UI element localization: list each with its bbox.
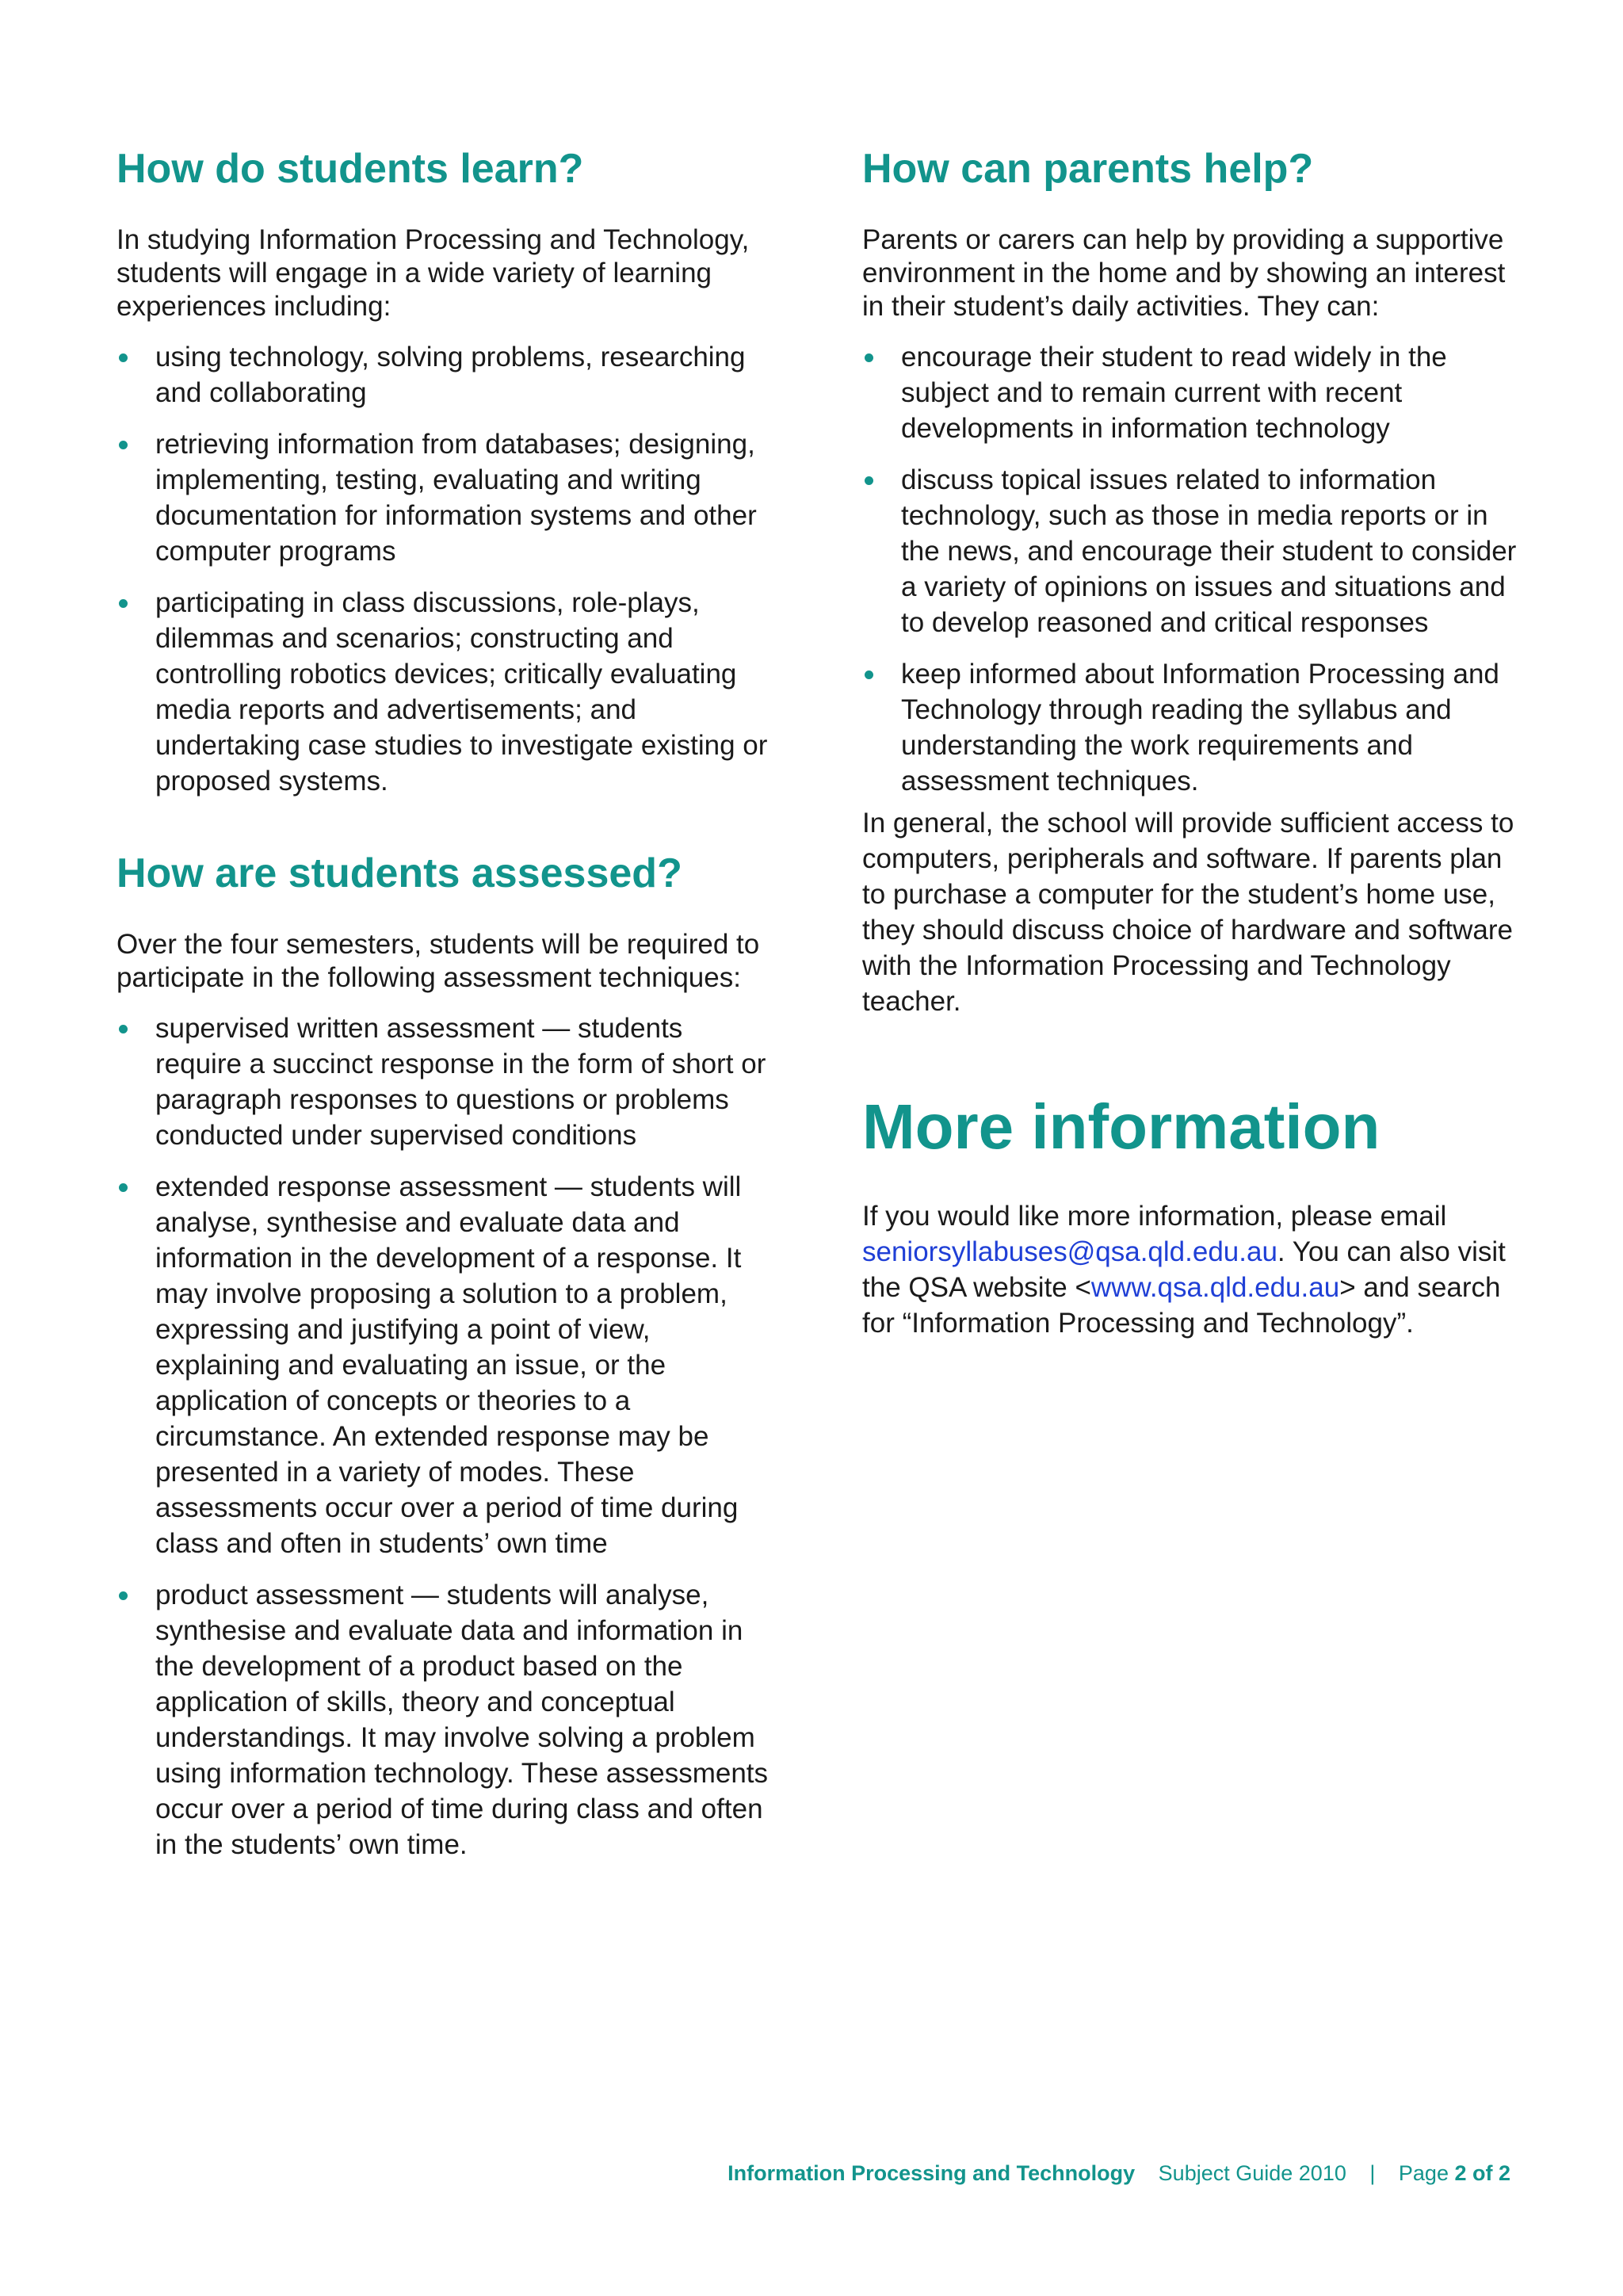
footer-separator: | (1369, 2161, 1376, 2185)
list-item-text: using technology, solving problems, researching and collaborating (155, 342, 746, 409)
list-item (116, 426, 774, 569)
list-item-text: participating in class discussions, role-plays, dilemmas and scenarios; constructing and controlling robotics devices; critically evaluating media reports and advertisements; and undertaking case studies to investigate existing or proposed systems. (155, 587, 768, 797)
bullet-icon (119, 1183, 128, 1192)
parents-list (862, 339, 1520, 799)
list-item (116, 1010, 774, 1153)
parents-intro: Parents or carers can help by providing a supportive environment in the home and by showing an interest in their student’s daily activities. They can: (862, 224, 1506, 323)
section-how-students-assessed (116, 851, 774, 1862)
parents-closing: In general, the school will provide sufficient access to computers, peripherals and software. If parents plan to purchase a computer for the student’s home use, they should discuss choice of hardware and software with the Information Processing and Technology teacher. (862, 808, 1514, 1018)
list-item-text: keep informed about Information Processing and Technology through reading the syllabus and understanding the work requirements and assessment techniques. (901, 659, 1499, 797)
list-item-text: discuss topical issues related to information technology, such as those in media reports or in the news, and encourage their student to consider a variety of opinions on issues and situations and to develop reasoned and critical responses (901, 464, 1517, 639)
list-item-text: retrieving information from databases; designing, implementing, testing, evaluating and writing documentation for information systems and other computer programs (155, 429, 757, 567)
page-footer (727, 2161, 1510, 2186)
list-item (116, 1577, 774, 1862)
more-text-part-3: > and search for “Information Processing and Technology”. (862, 1272, 1501, 1339)
list-item (862, 462, 1520, 640)
more-text-part-1: If you would like more information, please email (862, 1201, 1447, 1232)
left-column (116, 147, 774, 1878)
footer-page-label: Page (1398, 2161, 1455, 2185)
bullet-icon (865, 476, 873, 485)
section-how-parents-help (862, 147, 1520, 1019)
list-item-text: supervised written assessment — students require a succinct response in the form of short or paragraph responses to questions or problems conducted under supervised conditions (155, 1013, 766, 1152)
list-item (116, 339, 774, 411)
learn-list (116, 339, 774, 799)
list-item-text: encourage their student to read widely in the subject and to remain current with recent developments in information technology (901, 342, 1447, 445)
list-item (116, 1169, 774, 1561)
footer-subject: Information Processing and Technology (727, 2161, 1136, 2185)
list-item (862, 656, 1520, 799)
list-item-text: extended response assessment — students will analyse, synthesise and evaluate data and information in the development of a response. It may involve proposing a solution to a problem, expressing and justifying a point of view, explaining and evaluating an issue, or the application of concepts or theories to a circumstance. An extended response may be presented in a variety of modes. These assessments occur over a period of time during class and often in students’ own time (155, 1171, 742, 1560)
more-information-text (862, 1198, 1520, 1341)
bullet-icon (119, 1025, 128, 1033)
bullet-icon (119, 1591, 128, 1600)
list-item-text: product assessment — students will analyse, synthesise and evaluate data and information in the development of a product based on the application of skills, theory and conceptual understandings. It may involve solving a problem using information technology. These assessments occur over a period of time during class and often in the students’ own time. (155, 1580, 769, 1861)
list-item (862, 339, 1520, 446)
heading-how-students-learn: How do students learn? (116, 146, 584, 192)
email-link[interactable]: seniorsyllabuses@qsa.qld.edu.au (862, 1236, 1277, 1268)
bullet-icon (119, 441, 128, 449)
section-more-information (862, 1092, 1520, 1341)
footer-guide: Subject Guide 2010 (1158, 2161, 1346, 2185)
more-text-part-2: . You can also visit the QSA website < (862, 1236, 1506, 1304)
learn-intro: In studying Information Processing and Technology, students will engage in a wide variety of learning experiences including: (116, 224, 750, 323)
bullet-icon (119, 599, 128, 608)
assess-intro: Over the four semesters, students will be required to participate in the following assessment techniques: (116, 929, 760, 994)
assess-list (116, 1010, 774, 1862)
heading-more-information: More information (862, 1091, 1381, 1163)
heading-how-parents-help: How can parents help? (862, 146, 1314, 192)
bullet-icon (865, 670, 873, 679)
section-how-students-learn (116, 147, 774, 799)
bullet-icon (119, 353, 128, 362)
website-link[interactable]: www.qsa.qld.edu.au (1090, 1272, 1340, 1304)
right-column (862, 147, 1520, 1357)
list-item (116, 585, 774, 799)
footer-page-number: 2 of 2 (1454, 2161, 1510, 2185)
bullet-icon (865, 353, 873, 362)
heading-how-students-assessed: How are students assessed? (116, 850, 682, 897)
